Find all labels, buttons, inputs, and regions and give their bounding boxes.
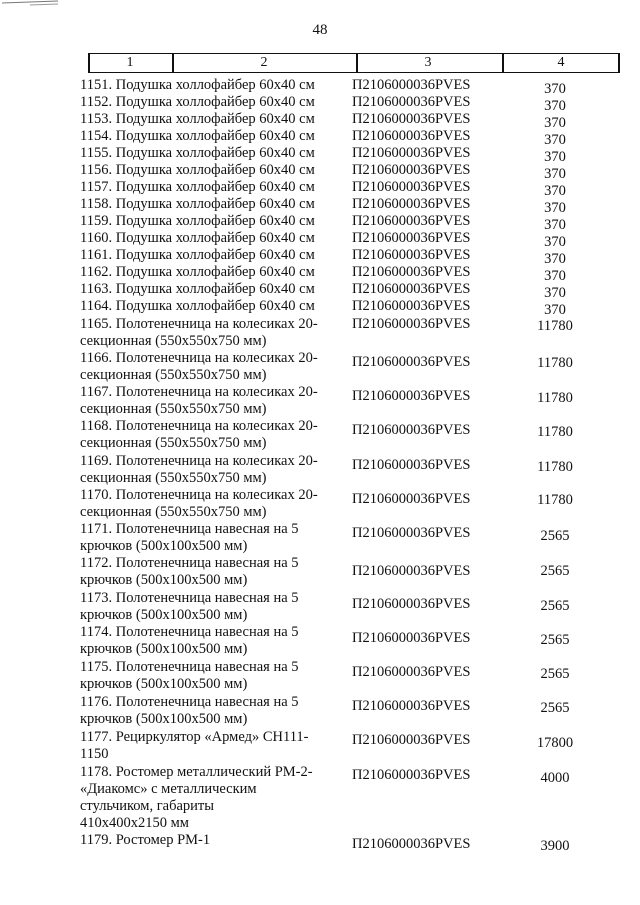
item-code: П2106000036PVES (352, 630, 471, 646)
item-price: 370 (544, 132, 566, 148)
item-price: 370 (544, 285, 566, 301)
item-code: П2106000036PVES (352, 491, 471, 507)
item-code: П2106000036PVES (352, 230, 471, 246)
header-divider (618, 54, 620, 72)
table-header (88, 53, 620, 73)
item-number: 1179. (80, 832, 113, 848)
item-name-text: Полотенечница навесная на 5 крючков (500х100х500 мм) (80, 624, 299, 657)
item-name (80, 281, 350, 298)
item-number: 1178. (80, 764, 113, 780)
item-number: 1161. (80, 247, 113, 263)
item-name-text: Полотенечница на колесиках 20- секционная (550х550х750 мм) (80, 384, 318, 417)
item-name-text: Подушка холлофайбер 60х40 см (115, 247, 315, 263)
item-name (80, 316, 350, 350)
item-number: 1151. (80, 77, 113, 93)
item-name (80, 264, 350, 281)
item-number: 1171. (80, 521, 113, 537)
item-name (80, 590, 350, 624)
item-name-text: Подушка холлофайбер 60х40 см (115, 145, 315, 161)
item-code: П2106000036PVES (352, 596, 471, 612)
item-code: П2106000036PVES (352, 162, 471, 178)
item-name (80, 624, 350, 658)
item-code: П2106000036PVES (352, 836, 471, 852)
item-name-text: Полотенечница навесная на 5 крючков (500х100х500 мм) (80, 555, 299, 588)
item-price: 2565 (540, 666, 570, 682)
item-name (80, 350, 350, 384)
item-number: 1162. (80, 264, 113, 280)
item-name-text: Полотенечница на колесиках 20- секционная (550х550х750 мм) (80, 487, 318, 520)
item-name-text: Подушка холлофайбер 60х40 см (115, 213, 315, 229)
header-col-1: 1 (126, 55, 134, 70)
item-number: 1175. (80, 659, 113, 675)
item-name (80, 555, 350, 589)
item-number: 1163. (80, 281, 113, 297)
item-price: 2565 (540, 632, 570, 648)
item-name-text: Полотенечница навесная на 5 крючков (500х100х500 мм) (80, 659, 299, 692)
item-price: 370 (544, 149, 566, 165)
item-name-text: Полотенечница на колесиках 20- секционная (550х550х750 мм) (80, 316, 318, 349)
item-name-text: Подушка холлофайбер 60х40 см (115, 77, 315, 93)
item-price: 370 (544, 302, 566, 318)
page-number: 48 (312, 22, 328, 38)
item-code: П2106000036PVES (352, 179, 471, 195)
item-name (80, 230, 350, 247)
item-code: П2106000036PVES (352, 732, 471, 748)
item-code: П2106000036PVES (352, 94, 471, 110)
item-code: П2106000036PVES (352, 298, 471, 314)
item-price: 11780 (537, 390, 573, 406)
item-code: П2106000036PVES (352, 457, 471, 473)
item-price: 2565 (540, 563, 570, 579)
item-name-text: Полотенечница навесная на 5 крючков (500х100х500 мм) (80, 590, 299, 623)
item-name-text: Подушка холлофайбер 60х40 см (115, 298, 315, 314)
item-price: 370 (544, 251, 566, 267)
item-price: 370 (544, 115, 566, 131)
item-name (80, 145, 350, 162)
item-number: 1172. (80, 555, 113, 571)
item-price: 2565 (540, 598, 570, 614)
item-name-text: Ростомер РМ-1 (115, 832, 211, 848)
item-number: 1165. (80, 316, 113, 332)
item-name (80, 196, 350, 213)
item-name (80, 729, 350, 763)
item-number: 1164. (80, 298, 113, 314)
item-code: П2106000036PVES (352, 264, 471, 280)
item-code: П2106000036PVES (352, 354, 471, 370)
item-price: 11780 (537, 459, 573, 475)
item-name (80, 521, 350, 555)
item-code: П2106000036PVES (352, 316, 471, 332)
item-name (80, 77, 350, 94)
item-code: П2106000036PVES (352, 281, 471, 297)
item-name (80, 213, 350, 230)
item-name-text: Полотенечница на колесиках 20- секционная (550х550х750 мм) (80, 350, 318, 383)
item-name-text: Ростомер металлический РМ-2- «Диакомс» с металлическим стульчиком, габариты 410х400х2150 мм (80, 764, 313, 831)
item-name (80, 247, 350, 264)
item-number: 1173. (80, 590, 113, 606)
item-name-text: Полотенечница на колесиках 20- секционная (550х550х750 мм) (80, 418, 318, 451)
item-name (80, 659, 350, 693)
item-name-text: Подушка холлофайбер 60х40 см (115, 281, 315, 297)
item-number: 1153. (80, 111, 113, 127)
item-number: 1168. (80, 418, 113, 434)
item-name (80, 94, 350, 111)
item-code: П2106000036PVES (352, 698, 471, 714)
item-number: 1157. (80, 179, 113, 195)
item-number: 1156. (80, 162, 113, 178)
item-name-text: Полотенечница на колесиках 20- секционная (550х550х750 мм) (80, 453, 318, 486)
item-code: П2106000036PVES (352, 563, 471, 579)
item-number: 1152. (80, 94, 113, 110)
item-number: 1155. (80, 145, 113, 161)
item-name (80, 298, 350, 315)
item-number: 1166. (80, 350, 113, 366)
item-code: П2106000036PVES (352, 77, 471, 93)
item-code: П2106000036PVES (352, 767, 471, 783)
item-number: 1169. (80, 453, 113, 469)
item-name-text: Подушка холлофайбер 60х40 см (115, 196, 315, 212)
item-code: П2106000036PVES (352, 664, 471, 680)
header-col-2: 2 (260, 55, 268, 70)
item-name (80, 418, 350, 452)
item-code: П2106000036PVES (352, 111, 471, 127)
item-code: П2106000036PVES (352, 213, 471, 229)
item-name (80, 162, 350, 179)
item-number: 1170. (80, 487, 113, 503)
item-name-text: Полотенечница навесная на 5 крючков (500х100х500 мм) (80, 694, 299, 727)
item-price: 370 (544, 98, 566, 114)
item-name-text: Подушка холлофайбер 60х40 см (115, 264, 315, 280)
item-number: 1177. (80, 729, 113, 745)
item-price: 11780 (537, 355, 573, 371)
item-price: 3900 (540, 838, 570, 854)
item-price: 370 (544, 81, 566, 97)
item-number: 1158. (80, 196, 113, 212)
item-price: 4000 (540, 770, 570, 786)
item-number: 1176. (80, 694, 113, 710)
item-number: 1159. (80, 213, 113, 229)
item-name-text: Подушка холлофайбер 60х40 см (115, 162, 315, 178)
item-name-text: Подушка холлофайбер 60х40 см (115, 94, 315, 110)
item-price: 370 (544, 217, 566, 233)
item-name (80, 128, 350, 145)
item-code: П2106000036PVES (352, 145, 471, 161)
item-number: 1167. (80, 384, 113, 400)
item-price: 370 (544, 200, 566, 216)
item-price: 2565 (540, 528, 570, 544)
item-name (80, 179, 350, 196)
item-name (80, 487, 350, 521)
scan-artifact-mark (0, 0, 60, 8)
item-name-text: Подушка холлофайбер 60х40 см (115, 179, 315, 195)
header-col-3: 3 (424, 55, 432, 70)
item-name-text: Полотенечница навесная на 5 крючков (500х100х500 мм) (80, 521, 299, 554)
item-price: 370 (544, 183, 566, 199)
item-name (80, 764, 350, 832)
item-name-text: Подушка холлофайбер 60х40 см (115, 230, 315, 246)
item-code: П2106000036PVES (352, 247, 471, 263)
item-name (80, 384, 350, 418)
item-code: П2106000036PVES (352, 525, 471, 541)
item-price: 370 (544, 166, 566, 182)
item-number: 1174. (80, 624, 113, 640)
item-code: П2106000036PVES (352, 196, 471, 212)
item-price: 11780 (537, 318, 573, 334)
item-name-text: Подушка холлофайбер 60х40 см (115, 111, 315, 127)
item-price: 11780 (537, 424, 573, 440)
item-price: 2565 (540, 700, 570, 716)
item-code: П2106000036PVES (352, 422, 471, 438)
item-name (80, 453, 350, 487)
item-code: П2106000036PVES (352, 388, 471, 404)
item-number: 1154. (80, 128, 113, 144)
item-code: П2106000036PVES (352, 128, 471, 144)
item-name (80, 111, 350, 128)
item-price: 370 (544, 268, 566, 284)
item-number: 1160. (80, 230, 113, 246)
item-price: 17800 (536, 735, 574, 751)
header-col-4: 4 (557, 55, 565, 70)
item-price: 370 (544, 234, 566, 250)
item-name (80, 694, 350, 728)
item-name (80, 832, 350, 849)
item-price: 11780 (537, 492, 573, 508)
item-name-text: Подушка холлофайбер 60х40 см (115, 128, 315, 144)
item-name-text: Рециркулятор «Армед» СН111- 1150 (80, 729, 309, 762)
